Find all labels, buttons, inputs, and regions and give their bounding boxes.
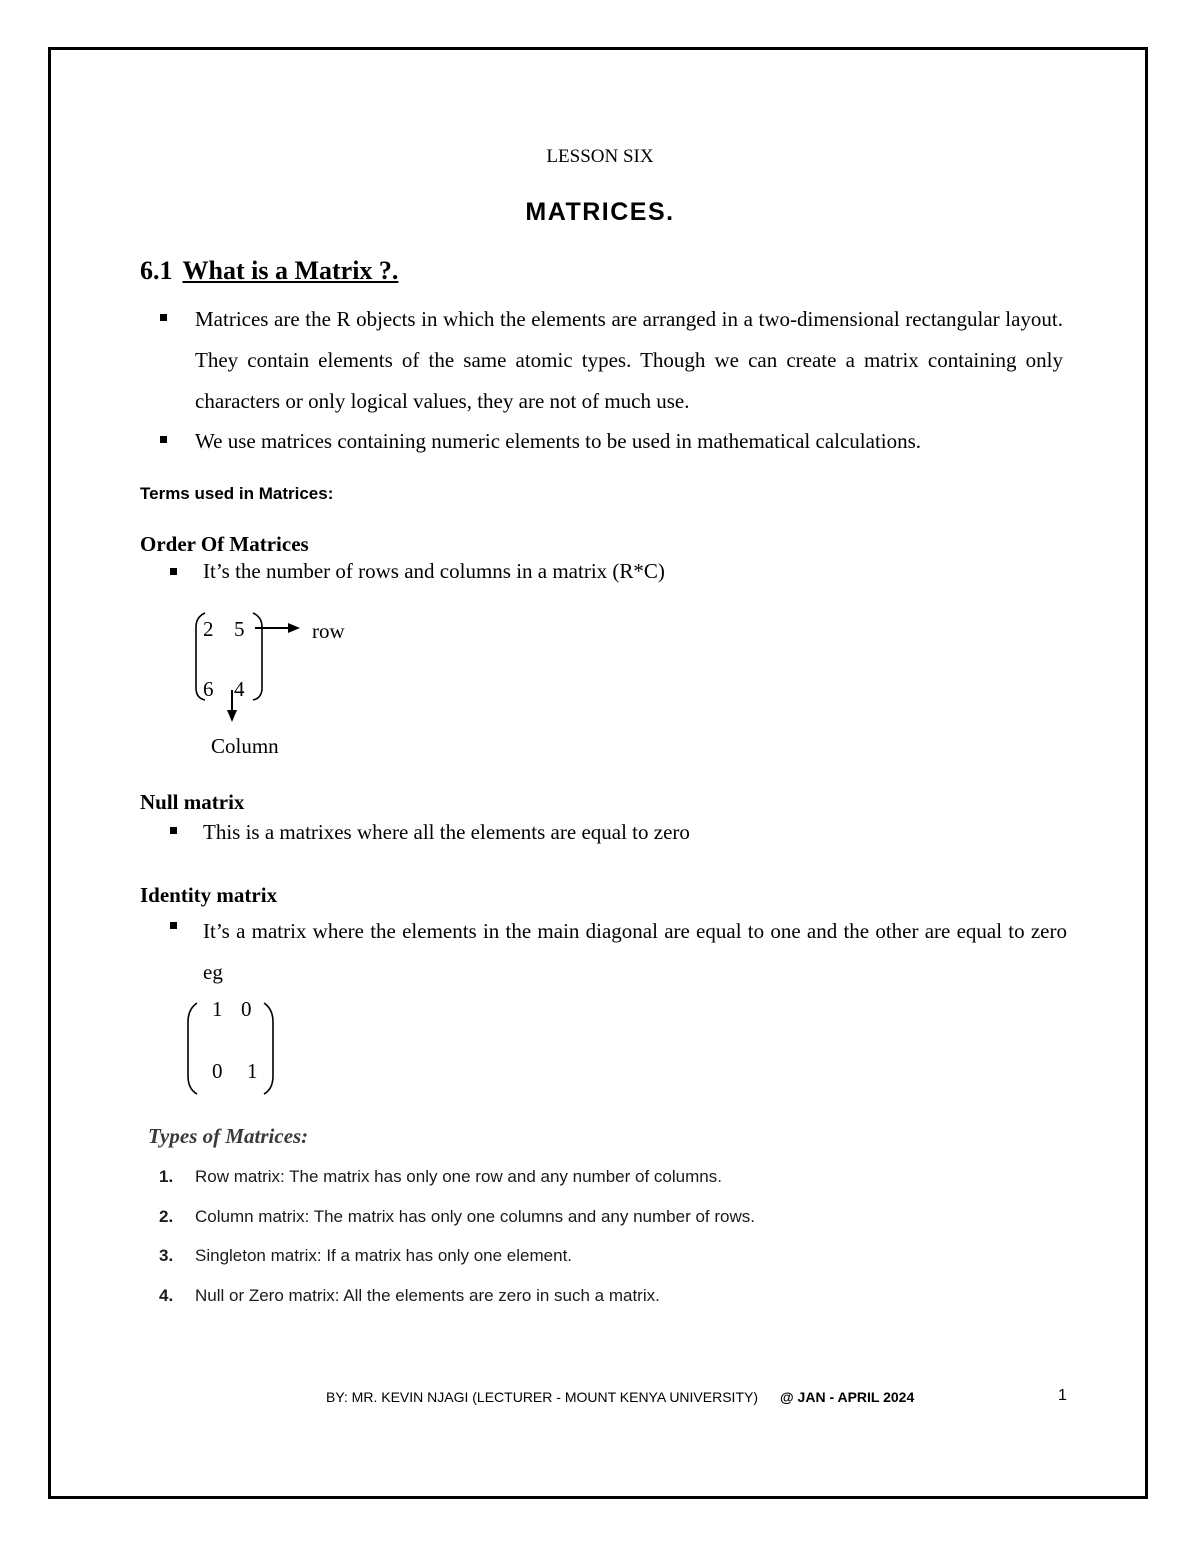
list-number: 1.	[159, 1167, 174, 1186]
matrix-cell: 0	[241, 997, 252, 1021]
row-label: row	[312, 619, 345, 643]
order-heading: Order Of Matrices	[140, 532, 309, 556]
list-item	[159, 1286, 660, 1306]
identity-right-bracket	[264, 1003, 273, 1094]
page-title: MATRICES.	[525, 198, 675, 226]
footer-date: @ JAN - APRIL 2024	[780, 1389, 915, 1405]
matrix-cell: 2	[203, 617, 214, 641]
footer-author: BY: MR. KEVIN NJAGI (LECTURER - MOUNT KENYA UNIVERSITY)	[326, 1389, 758, 1405]
list-text: Null or Zero matrix: All the elements are zero in such a matrix.	[195, 1286, 660, 1305]
null-matrix-heading: Null matrix	[140, 790, 245, 814]
matrix-cell: 0	[212, 1059, 223, 1083]
list-number: 3.	[159, 1246, 174, 1265]
row-arrow-head	[288, 623, 300, 633]
null-matrix-description: This is a matrixes where all the elements are equal to zero	[203, 820, 690, 844]
identity-left-bracket	[188, 1003, 197, 1094]
matrix-cell: 1	[212, 997, 223, 1021]
identity-matrix-heading: Identity matrix	[140, 883, 278, 907]
list-text: Column matrix: The matrix has only one columns and any number of rows.	[195, 1207, 755, 1226]
intro-paragraph-2: We use matrices containing numeric elements to be used in mathematical calculations.	[195, 429, 922, 453]
matrix-cell: 4	[234, 677, 245, 701]
list-item	[159, 1207, 755, 1227]
list-item	[159, 1167, 722, 1187]
bullet-marker	[170, 827, 177, 834]
right-bracket	[253, 613, 262, 700]
lesson-label: LESSON SIX	[546, 146, 654, 167]
matrix-cell: 1	[247, 1059, 258, 1083]
footer	[326, 1389, 914, 1405]
list-text: Singleton matrix: If a matrix has only one element.	[195, 1246, 573, 1265]
intro-paragraph-1: Matrices are the R objects in which the elements are arranged in a two-dimensional rectangular layout. They contain elements of the same atomic types. Though we can create a matrix containing only characters or only logical values, they are not of much use.	[195, 307, 1063, 413]
column-label: Column	[211, 734, 279, 758]
section-number: 6.1	[140, 256, 173, 285]
section-title: What is a Matrix ?.	[182, 256, 399, 285]
matrix-cell: 6	[203, 677, 214, 701]
column-arrow-head	[227, 710, 237, 722]
page-number: 1	[1058, 1387, 1067, 1404]
list-text: Row matrix: The matrix has only one row and any number of columns.	[195, 1167, 722, 1186]
order-description: It’s the number of rows and columns in a matrix (R*C)	[203, 559, 665, 583]
types-heading: Types of Matrices:	[148, 1124, 309, 1148]
identity-matrix-description: It’s a matrix where the elements in the main diagonal are equal to one and the other are equal to zero eg	[203, 919, 1067, 984]
list-number: 4.	[159, 1286, 174, 1305]
list-item	[159, 1246, 572, 1266]
matrix-cell: 5	[234, 617, 245, 641]
bullet-marker	[170, 922, 177, 929]
terms-heading: Terms used in Matrices:	[140, 484, 334, 503]
list-number: 2.	[159, 1207, 174, 1226]
